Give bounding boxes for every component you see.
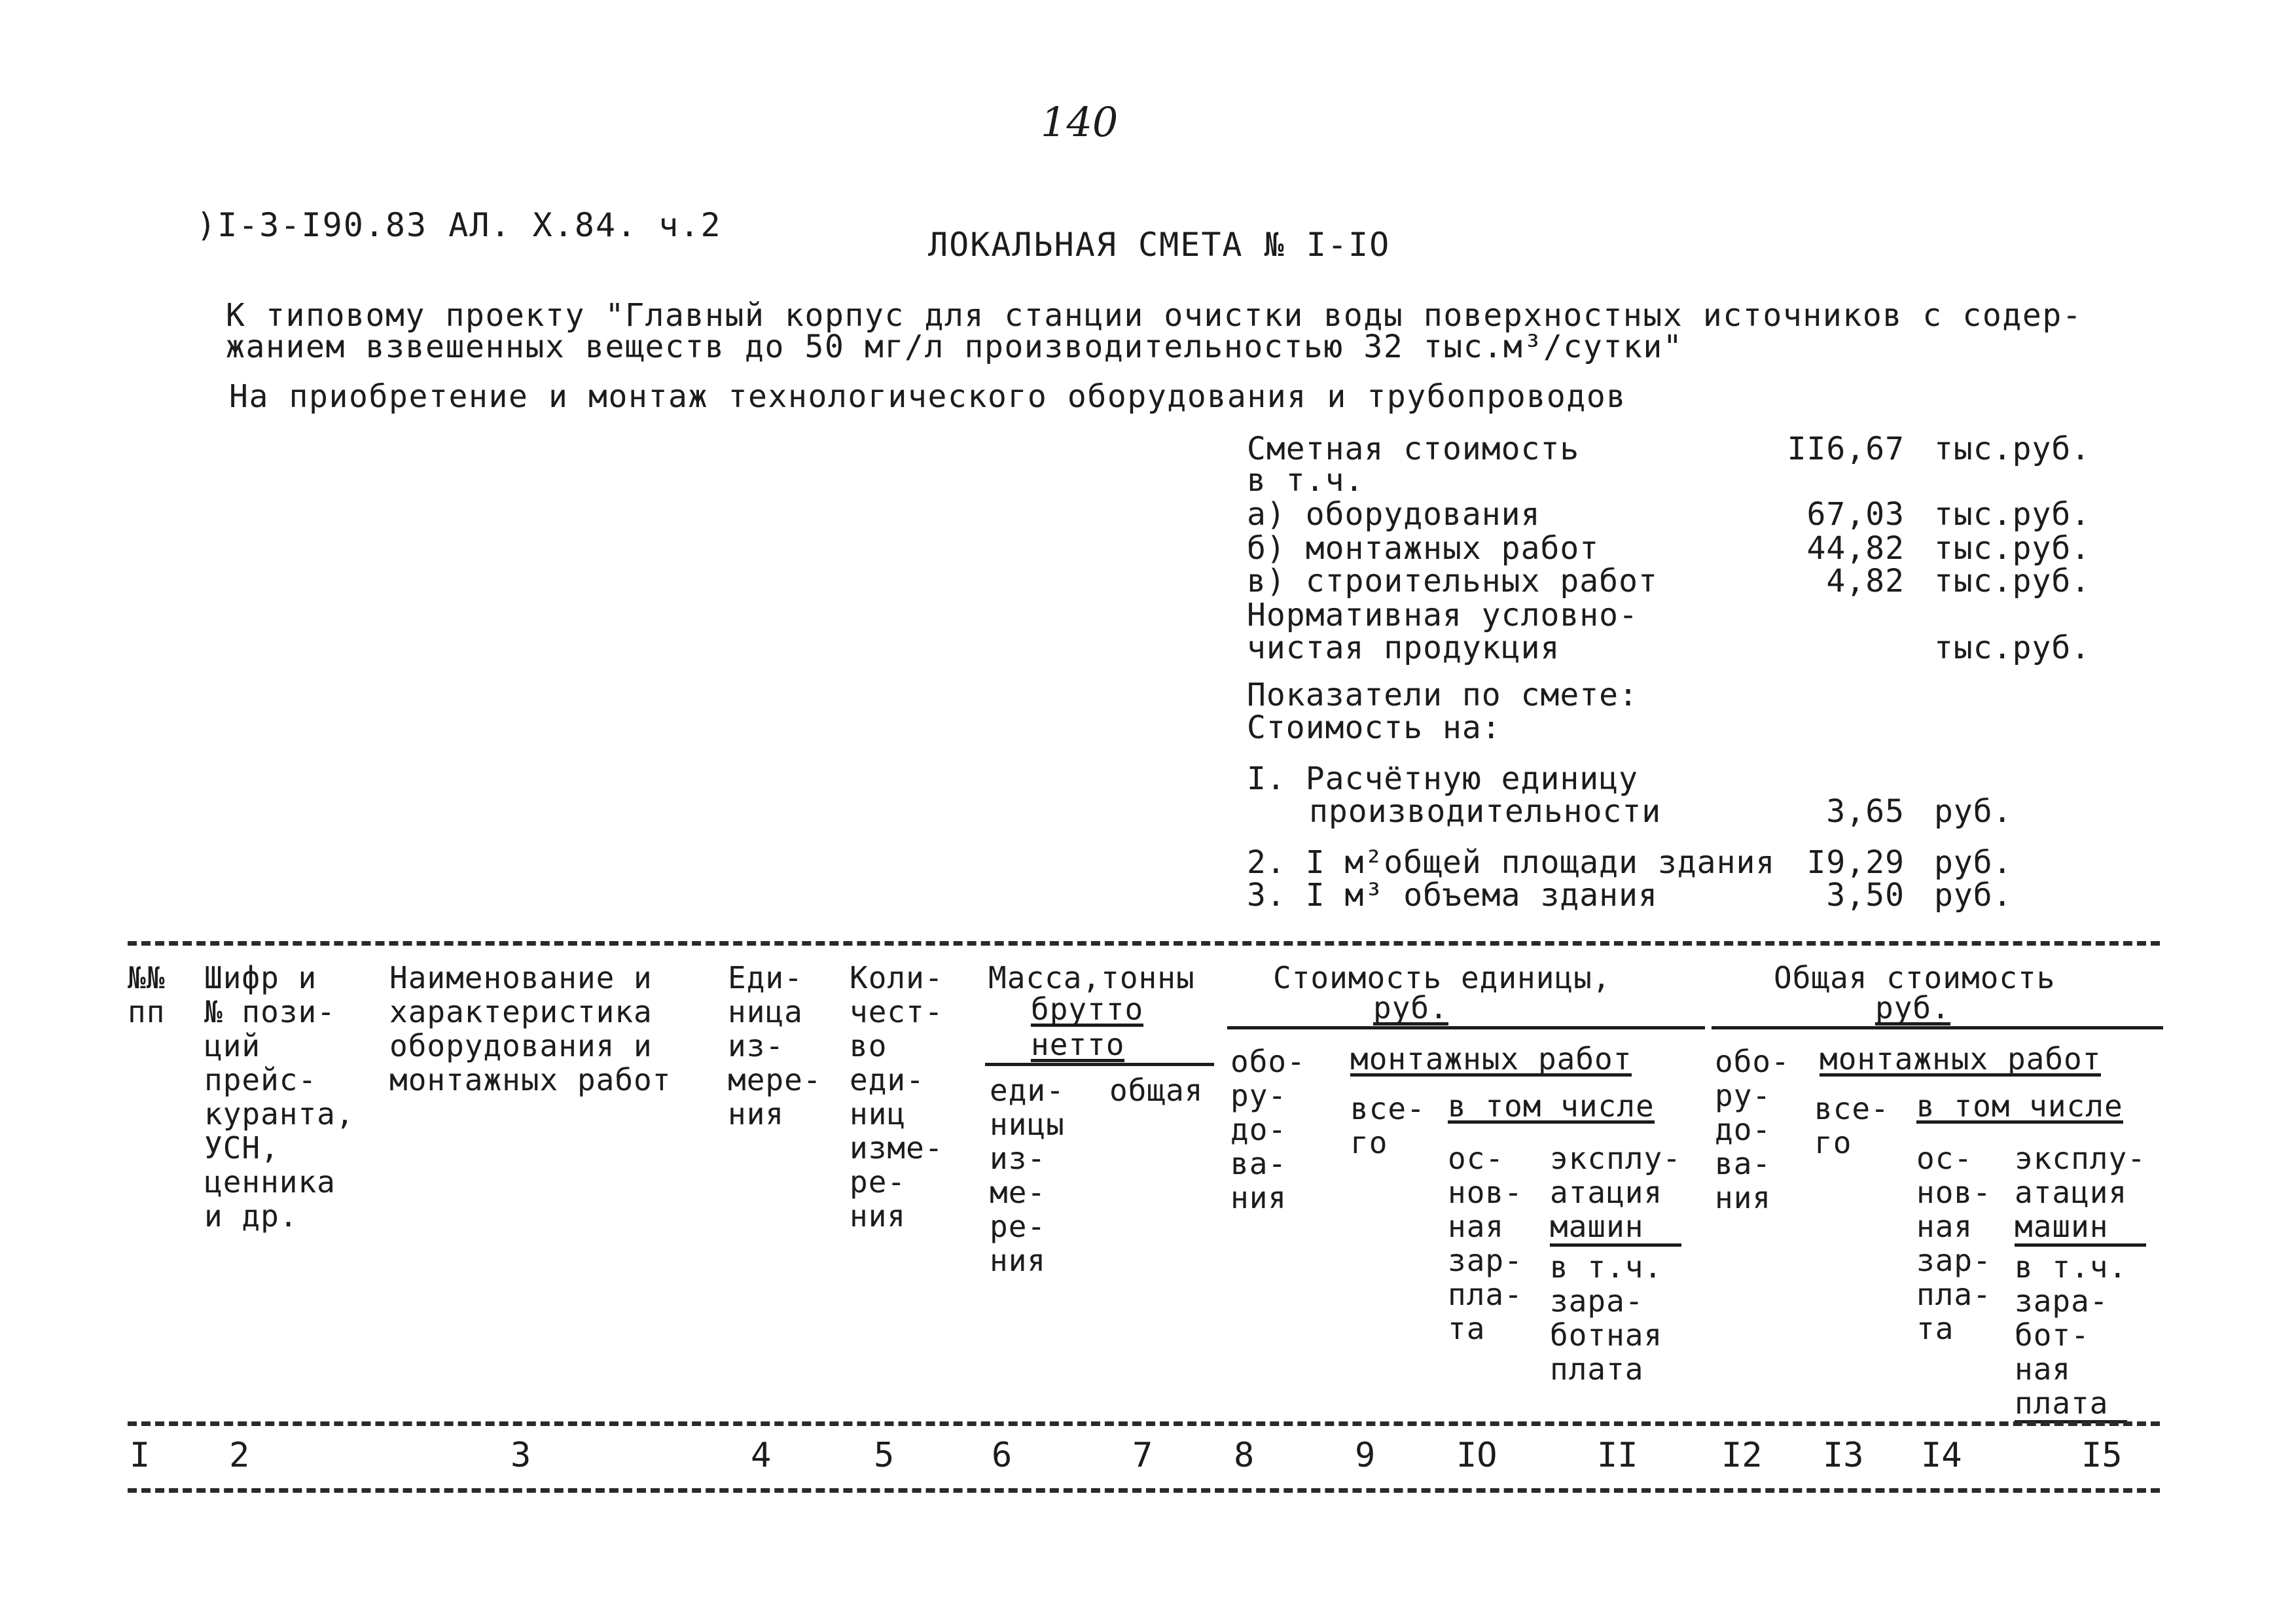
column-number: II <box>1597 1436 1638 1475</box>
montage-cost-unit: тыс.руб. <box>1934 530 2091 567</box>
header-mass-title: Масса,тонны <box>988 960 1195 995</box>
header-unit-machines-pay: в т.ч. зара- ботная плата <box>1550 1249 1663 1387</box>
net-production-label-1: Нормативная условно- <box>1247 597 1638 633</box>
purpose-line: На приобретение и монтаж технологического оборудования и трубопроводов <box>229 378 1626 415</box>
mass-divider <box>985 1063 1214 1066</box>
construction-cost-value: 4,82 <box>1826 563 1905 599</box>
project-line-2: жанием взвешенных веществ до 50 мг/л производительностью 32 тыс.м³/сутки" <box>226 329 1683 365</box>
header-mass-total: общая <box>1109 1073 1204 1108</box>
indicator-3-value: 3,50 <box>1826 877 1905 914</box>
indicator-1-unit: руб. <box>1934 793 2013 830</box>
header-mass-per-unit: еди- ницы из- ме- ре- ния <box>990 1073 1065 1278</box>
column-number: 3 <box>511 1436 531 1475</box>
including-label: в т.ч. <box>1247 462 1365 499</box>
header-unit-montage: монтажных работ <box>1350 1041 1632 1077</box>
column-number: 8 <box>1234 1436 1255 1475</box>
header-code: Шифр и № пози- ций прейс- куранта, УСН, ценника и др. <box>204 960 355 1234</box>
indicator-2-label: 2. I м²общей площади здания <box>1247 844 1776 881</box>
header-unit: Еди- ница из- мере- ния <box>728 960 822 1132</box>
column-number: I <box>130 1436 151 1475</box>
column-number: I2 <box>1721 1436 1763 1475</box>
column-number: 2 <box>229 1436 250 1475</box>
header-total-total: все- го <box>1814 1091 1890 1160</box>
header-unit-cost-unit: руб. <box>1373 990 1448 1026</box>
indicator-2-value: I9,29 <box>1806 844 1905 881</box>
header-mass-netto: нетто <box>1031 1027 1125 1062</box>
column-number: IO <box>1456 1436 1498 1475</box>
document-code: )I-3-I90.83 АЛ. Х.84. ч.2 <box>196 206 722 244</box>
document-title: ЛОКАЛЬНАЯ СМЕТА № I-IO <box>928 226 1391 264</box>
equipment-cost-label: а) оборудования <box>1247 496 1541 533</box>
total-cost-divider <box>1712 1026 2163 1029</box>
indicator-1-label-1: I. Расчётную единицу <box>1247 760 1638 797</box>
table-bottom-divider <box>128 1488 2160 1493</box>
header-unit-machines: эксплу- атация машин <box>1550 1141 1681 1247</box>
header-unit-incl: в том числе <box>1448 1088 1655 1124</box>
page-number: 140 <box>1041 98 1119 146</box>
header-total-cost-unit: руб. <box>1875 990 1950 1026</box>
net-production-unit: тыс.руб. <box>1934 630 2091 666</box>
equipment-cost-unit: тыс.руб. <box>1934 496 2091 533</box>
header-total-montage: монтажных работ <box>1820 1041 2102 1077</box>
construction-cost-unit: тыс.руб. <box>1934 563 2091 599</box>
column-number: I5 <box>2081 1436 2123 1475</box>
project-line-1: К типовому проекту "Главный корпус для станции очистки воды поверхностных источников с содер- <box>226 297 2083 334</box>
total-cost-unit: тыс.руб. <box>1934 431 2091 467</box>
column-number: 5 <box>874 1436 895 1475</box>
header-mass-brutto: брутто <box>1031 991 1144 1027</box>
header-total-machines: эксплу- атация машин <box>2015 1141 2146 1247</box>
unit-cost-divider <box>1227 1026 1705 1029</box>
header-row-number: №№ пп <box>128 960 166 1029</box>
header-bottom-divider <box>128 1421 2160 1426</box>
indicator-3-unit: руб. <box>1934 877 2013 914</box>
table-top-divider <box>128 941 2160 946</box>
header-total-cost-title: Общая стоимость <box>1774 960 2056 995</box>
header-total-machines-pay: в т.ч. зара- бот- ная плата <box>2015 1250 2127 1423</box>
header-total-base-pay: ос- нов- ная зар- пла- та <box>1916 1141 1992 1346</box>
indicator-3-label: 3. I м³ объема здания <box>1247 877 1658 914</box>
column-number: 4 <box>751 1436 772 1475</box>
header-name: Наименование и характеристика оборудования и монтажных работ <box>389 960 672 1097</box>
header-total-incl: в том числе <box>1916 1088 2123 1124</box>
montage-cost-value: 44,82 <box>1806 530 1905 567</box>
header-quantity: Коли- чест- во еди- ниц изме- ре- ния <box>850 960 944 1234</box>
column-number: I4 <box>1921 1436 1962 1475</box>
equipment-cost-value: 67,03 <box>1806 496 1905 533</box>
header-unit-base-pay: ос- нов- ная зар- пла- та <box>1448 1141 1523 1346</box>
column-number: 7 <box>1132 1436 1153 1475</box>
indicator-2-unit: руб. <box>1934 844 2013 881</box>
indicator-1-value: 3,65 <box>1826 793 1905 830</box>
cost-per-label: Стоимость на: <box>1247 709 1501 746</box>
header-unit-cost-title: Стоимость единицы, <box>1273 960 1611 995</box>
header-unit-total: все- го <box>1350 1091 1426 1160</box>
column-number: 9 <box>1355 1436 1376 1475</box>
construction-cost-label: в) строительных работ <box>1247 563 1658 599</box>
total-cost-label: Сметная стоимость <box>1247 431 1580 467</box>
header-unit-equipment: обо- ру- до- ва- ния <box>1230 1044 1306 1215</box>
indicators-label: Показатели по смете: <box>1247 677 1638 713</box>
montage-cost-label: б) монтажных работ <box>1247 530 1600 567</box>
net-production-label-2: чистая продукция <box>1247 630 1560 666</box>
column-number: 6 <box>992 1436 1013 1475</box>
indicator-1-label-2: производительности <box>1309 793 1662 830</box>
header-total-equipment: обо- ру- до- ва- ния <box>1715 1044 1790 1215</box>
total-cost-value: II6,67 <box>1787 431 1905 467</box>
column-number: I3 <box>1823 1436 1864 1475</box>
